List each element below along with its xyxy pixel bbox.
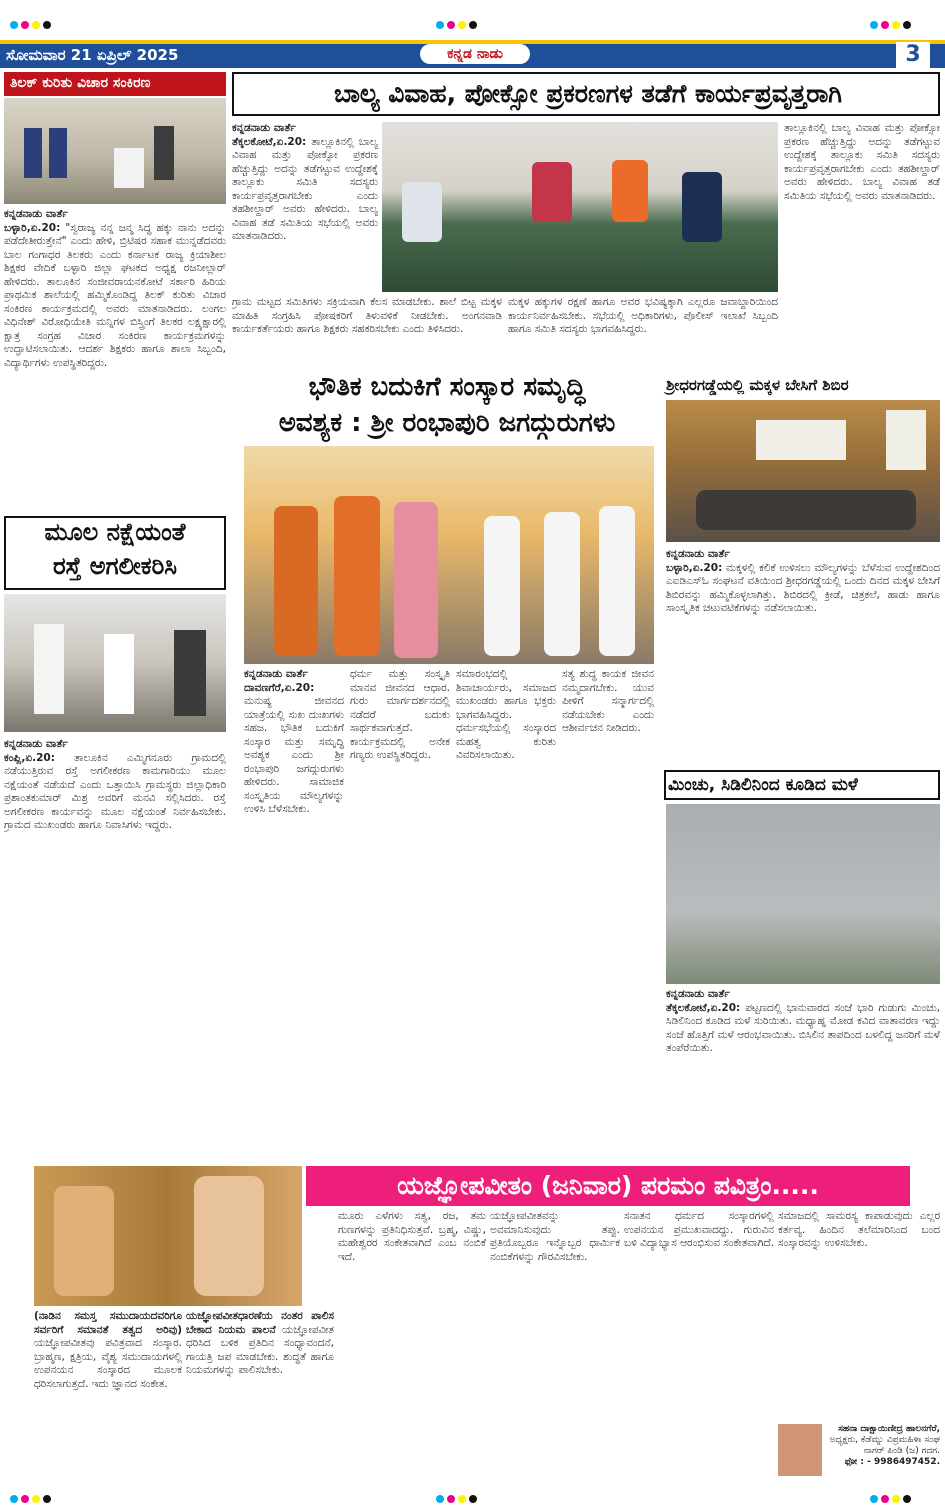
tilak-byline: ಕನ್ನಡನಾಡು ವಾರ್ತೆ <box>4 208 68 220</box>
janivara-col3: ಮೂರು ಎಳೆಗಳು ಸತ್ವ, ರಜ, ತಮ ಗುಣಗಳನ್ನು ಪ್ರತಿನಿಧಿಸುತ್ತವೆ. ಬ್ರಹ್ಮ, ವಿಷ್ಣು, ಮಹೇಶ್ವರರ ಸಂಕೇತವಾಗಿದೆ ಎಂಬ ನಂಬಿಕೆ ಇದೆ. <box>338 1210 486 1263</box>
tilak-headline: ತಿಲಕ್ ಕುರಿತು ವಿಚಾರ ಸಂಕಿರಣ <box>4 72 226 96</box>
rambhapuri-col1 <box>244 668 344 1158</box>
child-marriage-col2: ಗ್ರಾಮ ಮಟ್ಟದ ಸಮಿತಿಗಳು ಸಕ್ರಿಯವಾಗಿ ಕೆಲಸ ಮಾಡಬೇಕು. ಶಾಲೆ ಬಿಟ್ಟ ಮಕ್ಕಳ ಮಾಹಿತಿ ಸಂಗ್ರಹಿಸಿ ಪೋಷಕರಿಗೆ ತಿಳುವಳಿಕೆ ನೀಡಬೇಕು. ಅಂಗನವಾಡಿ ಕಾರ್ಯಕರ್ತೆಯರು ಹಾಗೂ ಶಿಕ್ಷಕರು ಸಹಕರಿಸಬೇಕು ಎಂದು ತಿಳಿಸಿದರು. <box>232 296 502 335</box>
child-marriage-headline: ಬಾಲ್ಯ ವಿವಾಹ, ಪೋಕ್ಸೋ ಪ್ರಕರಣಗಳ ತಡೆಗೆ ಕಾರ್ಯಪ್ರವೃತ್ತರಾಗಿ <box>334 79 842 108</box>
paper-name: ಕನ್ನಡ ನಾಡು <box>420 44 530 64</box>
author-place: ನಾಗರ್‌ ಪಿಂಡಿ (ಜ) ಗದಗ. <box>863 1446 940 1456</box>
author-name: ಸಹನಾ ದಾಕ್ಷಾಯಿಣೀದ್ರ ಹಾಲನಗೆರೆ, <box>838 1424 940 1434</box>
tilak-dateline: ಬಳ್ಳಾರಿ,ಏ.20: <box>4 221 61 234</box>
register-marks-top-center <box>436 14 480 33</box>
storm-headline: ಮಿಂಚು, ಸಿಡಿಲಿನಿಂದ ಕೂಡಿದ ಮಳೆ <box>668 775 858 795</box>
road-body: ತಾಲೂಕಿನ ಎಮ್ಮಿಗನೂರು ಗ್ರಾಮದಲ್ಲಿ ನಡೆಯುತ್ತಿರುವ ರಸ್ತೆ ಅಗಲೀಕರಣ ಕಾಮಗಾರಿಯು ಮೂಲ ನಕ್ಷೆಯಂತೆ ನಡೆಯದೆ ಎಂದು ಒತ್ತಾಯಿಸಿ ಗ್ರಾಮಸ್ಥರು ಜಿಲ್ಲಾಧಿಕಾರಿ ಪ್ರಶಾಂತಕುಮಾರ್ ಮಿಶ್ರ ಅವರಿಗೆ ಮನವಿ ಸಲ್ಲಿಸಿದರು. ರಸ್ತೆ ಅಗಲೀಕರಣ ಕಾರ್ಯವನ್ನು ಮೂಲ ನಕ್ಷೆಯಂತೆ ನಿರ್ವಹಿಸಬೇಕು. ಗ್ರಾಮದ ಮುಖಂಡರು ಹಾಗೂ ನಿವಾಸಿಗಳು ಇದ್ದರು. <box>4 751 226 831</box>
author-photo <box>778 1424 822 1476</box>
author-phone: ಫೋ : - 9986497452. <box>844 1457 940 1467</box>
page-number: 3 <box>896 42 930 68</box>
rambhapuri-col2: ಧರ್ಮ ಮತ್ತು ಸಂಸ್ಕೃತಿ ಮಾನವ ಜೀವನದ ಆಧಾರ. ಗುರು ಮಾರ್ಗದರ್ಶನದಲ್ಲಿ ನಡೆದರೆ ಬದುಕು ಸಾರ್ಥಕವಾಗುತ್ತದೆ. ಕಾರ್ಯಕ್ರಮದಲ್ಲಿ ಅನೇಕ ಗಣ್ಯರು ಉಪಸ್ಥಿತರಿದ್ದರು. <box>350 668 450 761</box>
janivara-col2 <box>186 1310 334 1500</box>
rambhapuri-headline-1: ಭೌತಿಕ ಬದುಕಿಗೆ ಸಂಸ್ಕಾರ ಸಮೃದ್ಧಿ <box>308 372 586 402</box>
tilak-article <box>4 208 226 558</box>
rambhapuri-photo <box>244 446 654 664</box>
rambhapuri-text-1: ಮನುಷ್ಯ ಜೀವನದ ಯಾತ್ರೆಯಲ್ಲಿ ಸುಖ ದುಃಖಗಳು ಸಹಜ. ಭೌತಿಕ ಬದುಕಿಗೆ ಸಂಸ್ಕಾರ ಮತ್ತು ಸಮೃದ್ಧಿ ಅವಶ್ಯಕ ಎಂದು ಶ್ರೀ ರಂಭಾಪುರಿ ಜಗದ್ಗುರುಗಳು ಹೇಳಿದರು. ಸಾಮಾಜಿಕ ಸಂಸ್ಕೃತಿಯ ಮೌಲ್ಯಗಳನ್ನು ಉಳಿಸಿ ಬೆಳೆಸಬೇಕು. <box>244 695 344 815</box>
issue-date: ಸೋಮವಾರ 21 ಏಪ್ರಿಲ್ 2025 <box>6 46 179 64</box>
janivara-col6: ಸಮಾಜದಲ್ಲಿ ಸಾಮರಸ್ಯ ಕಾಪಾಡುವುದು ಎಲ್ಲರ ಕರ್ತವ್ಯ. ಹಿಂದಿನ ತಲೆಮಾರಿನಿಂದ ಬಂದ ಸಂಸ್ಕಾರವನ್ನು ಉಳಿಸಬೇಕು. <box>778 1210 940 1249</box>
storm-dateline: ತೆಕ್ಕಲಕೋಟೆ,ಏ.20: <box>666 1001 741 1014</box>
rambhapuri-byline: ಕನ್ನಡನಾಡು ವಾರ್ತೆ <box>244 668 308 680</box>
register-marks-bottom-right <box>870 1488 914 1507</box>
road-headline-1: ಮೂಲ ನಕ್ಷೆಯಂತೆ <box>44 518 186 546</box>
janivara-headline: ಯಜ್ಞೋಪವೀತಂ (ಜನಿವಾರ) ಪರಮಂ ಪವಿತ್ರಂ..... <box>306 1166 910 1206</box>
child-marriage-text-1: ತಾಲ್ಲೂಕಿನಲ್ಲಿ ಬಾಲ್ಯ ವಿವಾಹ ಮತ್ತು ಪೋಕ್ಸೋ ಪ್ರಕರಣ ಹೆಚ್ಚುತ್ತಿದ್ದು ಅದನ್ನು ತಡೆಗಟ್ಟುವ ಉದ್ದೇಶಕ್ಕೆ ತಾಲ್ಲೂಕು ಸಮಿತಿ ಸದಸ್ಯರು ಕಾರ್ಯಪ್ರವೃತ್ತರಾಗಬೇಕು ಎಂದು ತಹಶೀಲ್ದಾರ್ ಅವರು ಹೇಳಿದರು. ಬಾಲ್ಯ ವಿವಾಹ ತಡೆ ಸಮಿತಿಯ ಸಭೆಯಲ್ಲಿ ಅವರು ಮಾತನಾಡಿದರು. <box>232 135 378 242</box>
road-byline: ಕನ್ನಡನಾಡು ವಾರ್ತೆ <box>4 738 68 750</box>
child-marriage-col1 <box>232 122 378 292</box>
janivara-sub1: ಯಜ್ಞೋಪವೀತಧಾರಣೆಯ ನಂತರ ಪಾಲಿಸ ಬೇಕಾದ ನಿಯಮ ಪಾಲನೆ <box>186 1310 334 1336</box>
janivara-text-1: ಯಜ್ಞೋಪವೀತವು ಪವಿತ್ರವಾದ ಸಂಸ್ಕಾರ. ಬ್ರಾಹ್ಮಣ, ಕ್ಷತ್ರಿಯ, ವೈಶ್ಯ ಸಮುದಾಯಗಳಲ್ಲಿ ಉಪನಯನ ಸಂಸ್ಕಾರದ ಮೂಲಕ ಧರಿಸಲಾಗುತ್ತದೆ. ಇದು ಜ್ಞಾನದ ಸಂಕೇತ. <box>34 1337 182 1390</box>
road-photo <box>4 594 226 732</box>
register-marks-top-right <box>870 14 914 33</box>
rambhapuri-col4: ಸತ್ಯ ಶುದ್ಧ ಕಾಯಕ ಜೀವನ ನಮ್ಮದಾಗಬೇಕು. ಯುವ ಪೀಳಿಗೆ ಸನ್ಮಾರ್ಗದಲ್ಲಿ ನಡೆಯಬೇಕು ಎಂದು ಆಶೀರ್ವಚನ ನೀಡಿದರು. <box>562 668 654 734</box>
camp-article <box>666 548 940 762</box>
janivara-col5: ಸನಾತನ ಧರ್ಮದ ಸಂಸ್ಕಾರಗಳಲ್ಲಿ ಉಪನಯನ ಪ್ರಮುಖವಾದದ್ದು. ಗುರುವಿನ ಬಳಿ ವಿದ್ಯಾಭ್ಯಾಸ ಆರಂಭಿಸುವ ಸಂಕೇತವಾಗಿದೆ. <box>624 1210 774 1249</box>
janivara-intro <box>34 1310 182 1500</box>
child-marriage-col3: ಮಕ್ಕಳ ಹಕ್ಕುಗಳ ರಕ್ಷಣೆ ಹಾಗೂ ಅವರ ಭವಿಷ್ಯಕ್ಕಾಗಿ ಎಲ್ಲರೂ ಜವಾಬ್ದಾರಿಯಿಂದ ಕಾರ್ಯನಿರ್ವಹಿಸಬೇಕು. ಸಭೆಯಲ್ಲಿ ಅಧಿಕಾರಿಗಳು, ಪೊಲೀಸ್ ಇಲಾಖೆ ಸಿಬ್ಬಂದಿ ಹಾಗೂ ಸಮಿತಿ ಸದಸ್ಯರು ಭಾಗವಹಿಸಿದ್ದರು. <box>508 296 778 335</box>
child-marriage-byline: ಕನ್ನಡನಾಡು ವಾರ್ತೆ <box>232 122 296 134</box>
camp-dateline: ಬಳ್ಳಾರಿ,ಏ.20: <box>666 561 723 574</box>
storm-photo <box>666 804 940 984</box>
storm-body: ಪಟ್ಟಣದಲ್ಲಿ ಭಾನುವಾರದ ಸಂಜೆ ಭಾರಿ ಗುಡುಗು ಮಿಂಚು, ಸಿಡಿಲಿನಿಂದ ಕೂಡಿದ ಮಳೆ ಸುರಿಯಿತು. ಮಧ್ಯಾಹ್ನ ಮೋಡ ಕವಿದ ವಾತಾವರಣ ಇದ್ದು ಸಂಜೆ ಹೊತ್ತಿಗೆ ಮಳೆ ಆರಂಭವಾಯಿತು. ಬಿಸಿಲಿನ ತಾಪದಿಂದ ಬಳಲಿದ್ದ ಜನರಿಗೆ ಮಳೆ ತಂಪೆರೆಯಿತು. <box>666 1001 940 1054</box>
register-marks-top-left <box>10 14 54 33</box>
rambhapuri-col3: ಸಮಾರಂಭದಲ್ಲಿ ಶಿವಾಚಾರ್ಯರು, ಸಮಾಜದ ಮುಖಂಡರು ಹಾಗೂ ಭಕ್ತರು ಭಾಗವಹಿಸಿದ್ದರು. ಧರ್ಮಸಭೆಯಲ್ಲಿ ಸಂಸ್ಕಾರದ ಮಹತ್ವ ಕುರಿತು ವಿವರಿಸಲಾಯಿತು. <box>456 668 556 761</box>
child-marriage-dateline: ತೆಕ್ಕಲಕೋಟೆ,ಏ.20: <box>232 135 307 148</box>
rambhapuri-headline-2: ಅವಶ್ಯಕ : ಶ್ರೀ ರಂಭಾಪುರಿ ಜಗದ್ಗುರುಗಳು <box>278 408 616 438</box>
tilak-body: "ಸ್ವರಾಜ್ಯ ನನ್ನ ಜನ್ಮ ಸಿದ್ಧ ಹಕ್ಕು ನಾನು ಅದನ್ನು ಪಡೆದೇತೀರುತ್ತೇನೆ" ಎಂದು ಹೇಳಿ, ಬ್ರಿಟಿಷರ ಸಹಾಕ ಮುನ್ನಡೆದವರು ಬಾಲ ಗಂಗಾಧರ ತಿಲಕರು ಎಂದು ಕರ್ನಾಟಕ ರಾಜ್ಯ ಕ್ರಿಯಾಶೀಲ ಶಿಕ್ಷಕರ ವೇದಿಕೆ ಬಳ್ಳಾರಿ ಜಿಲ್ಲಾ ಘಟಕದ ಅಧ್ಯಕ್ಷ ರಜನೀಲ್ಲಾರ್ ಹೇಳಿದರು. ತಾಲೂಕಿನ ಸಂಜೀವರಾಯನಕೋಟೆ ಸರ್ಕಾರಿ ಹಿರಿಯ ಪ್ರಾಥಮಿಕ ಶಾಲೆಯಲ್ಲಿ ಹಮ್ಮಿಕೊಂಡಿದ್ದ ತಿಲಕ್ ಕುರಿತು ವಿಚಾರ ಸಂಕಿರಣ ಕಾರ್ಯಕ್ರಮದಲ್ಲಿ ಅವರು ಮಾತನಾಡಿದರು. ಲಂಗಲ ವಿಧಿನೇಶ್ ವಿರೋಧಿಯೇತಿ ಮನ್ನಿಗಳ ಬಿಸ್ತ್ರಿಂಗೆ ತಿಲಕರ ಲಕ್ಷ್ಯಕ್ಷಾರಲ್ಲಿ ಕ್ಷಾತ್ರ ಸಂಗ್ರಹ ವಿಚಾರ ಸಂಕಿರಣ ಕಾರ್ಯಕ್ರಮಗಳನ್ನು ಉದ್ಘಾಟಿಸಲಾಯಿತು. ಆದರ್ಶ ಶಿಕ್ಷಕರು ಹಾಗೂ ಶಾಲಾ ಸಿಬ್ಬಂದಿ, ವಿದ್ಯಾರ್ಥಿಗಳು ಉಪಸ್ಥಿತರಿದ್ದರು. <box>4 221 226 369</box>
road-dateline: ಕಂಪ್ಲಿ,ಏ.20: <box>4 751 55 764</box>
storm-byline: ಕನ್ನಡನಾಡು ವಾರ್ತೆ <box>666 988 730 1000</box>
janivara-col4: ಯಜ್ಞೋಪವೀತವನ್ನು ಅವಮಾನಿಸುವುದು ತಪ್ಪು. ಪ್ರತಿಯೊಬ್ಬರೂ ಇನ್ನೊಬ್ಬರ ಧಾರ್ಮಿಕ ನಂಬಿಕೆಗಳನ್ನು ಗೌರವಿಸಬೇಕು. <box>490 1210 620 1263</box>
child-marriage-photo <box>382 122 778 292</box>
road-headline-2: ರಸ್ತೆ ಅಗಲೀಕರಿಸಿ <box>52 552 177 580</box>
janivara-text-2: ಯಜ್ಞೋಪವೀತ ಧರಿಸಿದ ಬಳಿಕ ಪ್ರತಿದಿನ ಸಂಧ್ಯಾವಂದನೆ, ಗಾಯತ್ರಿ ಜಪ ಮಾಡಬೇಕು. ಶುದ್ಧತೆ ಹಾಗೂ ನಿಯಮಗಳನ್ನು ಪಾಲಿಸಬೇಕು. <box>186 1323 334 1376</box>
camp-byline: ಕನ್ನಡನಾಡು ವಾರ್ತೆ <box>666 548 730 560</box>
child-marriage-col4: ತಾಲ್ಲೂಕಿನಲ್ಲಿ ಬಾಲ್ಯ ವಿವಾಹ ಮತ್ತು ಪೋಕ್ಸೋ ಪ್ರಕರಣ ಹೆಚ್ಚುತ್ತಿದ್ದು ಅದನ್ನು ತಡೆಗಟ್ಟುವ ಉದ್ದೇಶಕ್ಕೆ ತಾಲ್ಲೂಕು ಸಮಿತಿ ಸದಸ್ಯರು ಕಾರ್ಯಪ್ರವೃತ್ತರಾಗಬೇಕು ಎಂದು ತಹಶೀಲ್ದಾರ್ ಅವರು ಹೇಳಿದರು. ಬಾಲ್ಯ ವಿವಾಹ ತಡೆ ಸಮಿತಿಯ ಸಭೆಯಲ್ಲಿ ಅವರು ಮಾತನಾಡಿದರು. <box>784 122 940 202</box>
camp-body: ಮಕ್ಕಳಲ್ಲಿ ಕಲಿಕೆ ಉಳಿಸಲು ಮೌಲ್ಯಗಳನ್ನು ಬೆಳೆಸುವ ಉದ್ದೇಶದಿಂದ ಎಐಡಿಎಸ್‌ಓ ಸಂಘಟನೆ ವತಿಯಿಂದ ಶ್ರೀಧರಗಡ್ಡೆಯಲ್ಲಿ ಒಂದು ದಿನದ ಮಕ್ಕಳ ಬೇಸಿಗೆ ಶಿಬಿರವನ್ನು ಹಮ್ಮಿಕೊಳ್ಳಲಾಗಿತ್ತು. ಶಿಬಿರದಲ್ಲಿ ಕ್ರೀಡೆ, ಚಿತ್ರಕಲೆ, ಹಾಡು ಹಾಗೂ ಸಾಂಸ್ಕೃತಿಕ ಚಟುವಟಿಕೆಗಳನ್ನು ನಡೆಸಲಾಯಿತು. <box>666 561 940 614</box>
tilak-photo <box>4 98 226 204</box>
janivara-intro-text: (ನಾಡಿನ ಸಮಸ್ತ ಸಮುದಾಯದವರಿಗೂ ಸರ್ವರಿಗೆ ಸಮಾನತೆ ತತ್ವದ ಅರಿವು) <box>34 1310 182 1336</box>
road-article <box>4 738 226 1158</box>
janivara-photo <box>34 1166 302 1306</box>
camp-photo <box>666 400 940 542</box>
register-marks-bottom-center <box>436 1488 480 1507</box>
register-marks-bottom-left <box>10 1488 54 1507</box>
rambhapuri-dateline: ದಾವಣಗೆರೆ,ಏ.20: <box>244 681 315 694</box>
author-title: ಅಧ್ಯಕ್ಷರು, ಕೆಡೆಮ್ನು ವಿಪ್ರಮಹಿಳಾ ಸಂಘ <box>829 1435 940 1445</box>
storm-article <box>666 988 940 1158</box>
camp-headline: ಶ್ರೀಧರಗಡ್ಡೆಯಲ್ಲಿ ಮಕ್ಕಳ ಬೇಸಿಗೆ ಶಿಬಿರ <box>666 376 849 394</box>
